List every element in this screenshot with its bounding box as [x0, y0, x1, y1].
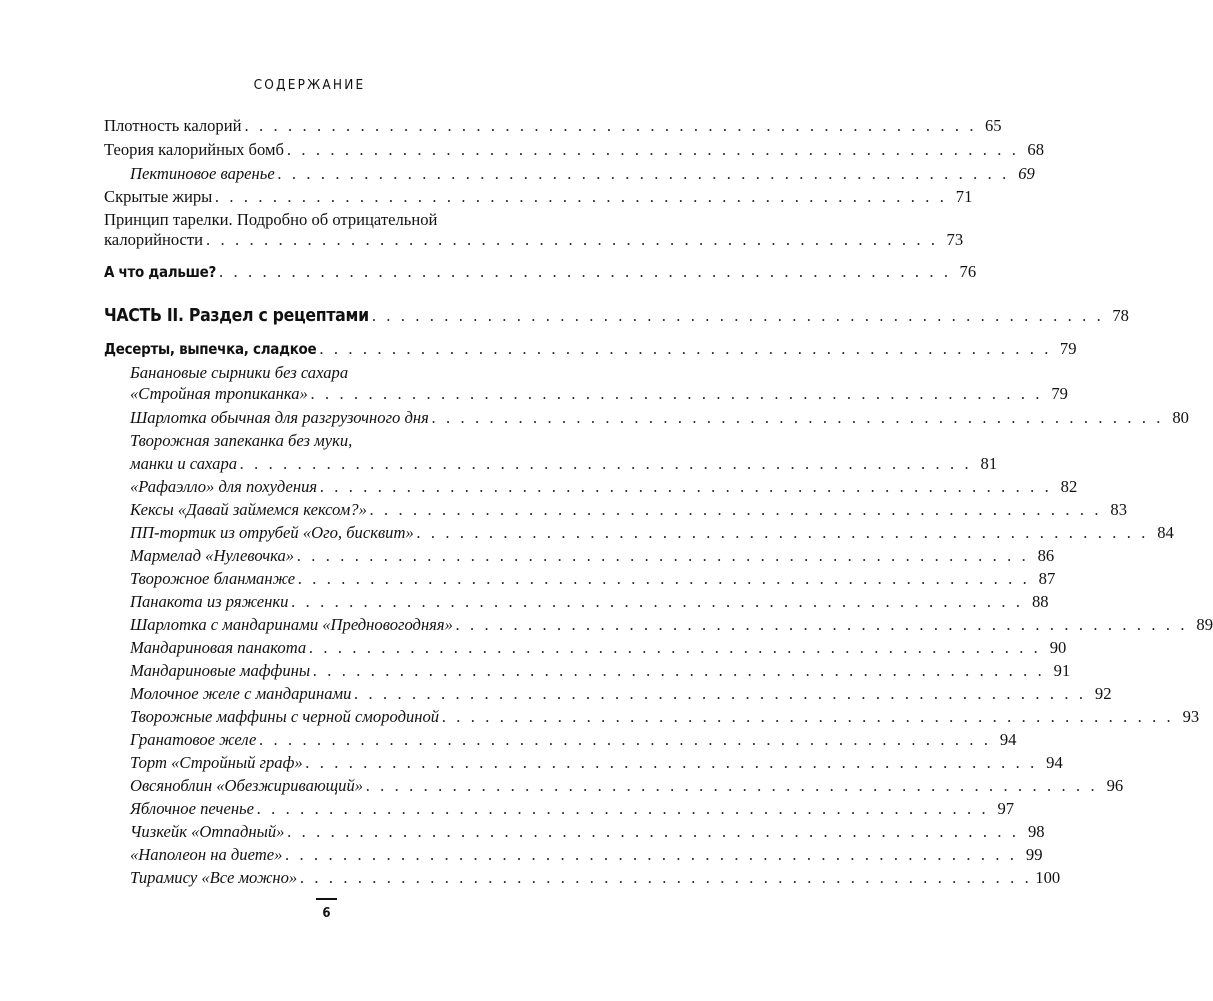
entry-page: 88 [1031, 592, 1049, 611]
toc-entry[interactable]: Панакота из ряженки . . . . . . . . . . . . . . . . . . . . . . . . . . . . . . . . . . . . . . . . . . . . . . . . . . . 88 [130, 592, 1049, 611]
toc-entry[interactable]: А что дальше? . . . . . . . . . . . . . . . . . . . . . . . . . . . . . . . . . . . . . . . . . . . . . . . . . . . 76 [104, 262, 977, 281]
toc-entry[interactable]: Теория калорийных бомб . . . . . . . . . . . . . . . . . . . . . . . . . . . . . . . . . . . . . . . . . . . . . . . . . . . 68 [104, 140, 1045, 159]
toc-entry[interactable]: калорийности . . . . . . . . . . . . . . . . . . . . . . . . . . . . . . . . . . . . . . . . . . . . . . . . . . . 73 [104, 230, 964, 249]
entry-title: Мандариновые маффины [130, 661, 311, 680]
entry-title: Мандариновая панакота [130, 638, 307, 657]
toc-entry[interactable]: Шарлотка с мандаринами «Предновогодняя» . . . . . . . . . . . . . . . . . . . . . . . . . . . . . . . . . . . . . . . . . . . . . . . . . . . 89 [130, 615, 1213, 634]
entry-title: Овсяноблин «Обезжиривающий» [130, 776, 364, 795]
entry-page: 65 [984, 116, 1002, 135]
entry-title: Шарлотка с мандаринами «Предновогодняя» [130, 615, 453, 634]
entry-page: 81 [980, 454, 998, 473]
entry-page: 86 [1037, 546, 1055, 565]
entry-title: Панакота из ряженки [130, 592, 289, 611]
entry-page: 78 [1112, 306, 1129, 325]
entry-page: 100 [1035, 868, 1061, 887]
entry-page: 90 [1049, 638, 1067, 657]
toc-entry[interactable]: Плотность калорий . . . . . . . . . . . . . . . . . . . . . . . . . . . . . . . . . . . . . . . . . . . . . . . . . . . 65 [104, 116, 1002, 135]
page-header: СОДЕРЖАНИЕ [253, 77, 366, 93]
entry-page: 98 [1027, 822, 1045, 841]
entry-title: Творожные маффины с черной смородиной [130, 707, 440, 726]
toc-entry[interactable]: ПП-тортик из отрубей «Ого, бисквит» . . . . . . . . . . . . . . . . . . . . . . . . . . . . . . . . . . . . . . . . . . . . . . . . . . . 84 [130, 523, 1174, 542]
entry-title: А что дальше? [104, 263, 217, 281]
toc-entry[interactable]: Десерты, выпечка, сладкое . . . . . . . . . . . . . . . . . . . . . . . . . . . . . . . . . . . . . . . . . . . . . . . . . . . 79 [104, 339, 1077, 358]
entry-title: Яблочное печенье [130, 799, 254, 818]
entry-title: Мармелад «Нулевочка» [130, 546, 295, 565]
entry-page: 92 [1094, 684, 1112, 703]
entry-title: Торт «Стройный граф» [130, 753, 303, 772]
entry-page: 76 [959, 262, 977, 281]
toc-entry[interactable]: Яблочное печенье . . . . . . . . . . . . . . . . . . . . . . . . . . . . . . . . . . . . . . . . . . . . . . . . . . . 97 [130, 799, 1015, 818]
toc-entry[interactable]: Творожные маффины с черной смородиной . . . . . . . . . . . . . . . . . . . . . . . . . . . . . . . . . . . . . . . . . . . . . . . . . . . 93 [130, 707, 1200, 726]
toc-entry[interactable]: Шарлотка обычная для разгрузочного дня . . . . . . . . . . . . . . . . . . . . . . . . . . . . . . . . . . . . . . . . . . . . . . . . . . . 80 [130, 408, 1189, 427]
entry-page: 84 [1157, 523, 1174, 542]
entry-page: 80 [1172, 408, 1189, 427]
entry-page: 87 [1038, 569, 1056, 588]
toc-entry[interactable]: Мандариновая панакота . . . . . . . . . . . . . . . . . . . . . . . . . . . . . . . . . . . . . . . . . . . . . . . . . . . 90 [130, 638, 1067, 657]
toc-entry[interactable]: манки и сахара . . . . . . . . . . . . . . . . . . . . . . . . . . . . . . . . . . . . . . . . . . . . . . . . . . . 81 [130, 454, 998, 473]
entry-page: 83 [1110, 500, 1127, 519]
entry-title: Чизкейк «Отпадный» [130, 822, 285, 841]
entry-title: Творожное бланманже [130, 569, 296, 588]
entry-page: 97 [997, 799, 1015, 818]
toc-entry[interactable]: Тирамису «Все можно» . . . . . . . . . . . . . . . . . . . . . . . . . . . . . . . . . . . . . . . . . . . . . . . . . . . 100 [130, 868, 1061, 887]
entry-page: 94 [999, 730, 1017, 749]
toc-entry[interactable]: Молочное желе с мандаринами . . . . . . . . . . . . . . . . . . . . . . . . . . . . . . . . . . . . . . . . . . . . . . . . . . . 92 [130, 684, 1112, 703]
entry-page: 93 [1182, 707, 1200, 726]
entry-title: манки и сахара [130, 454, 238, 473]
entry-title: Скрытые жиры [104, 187, 213, 206]
toc-entry[interactable]: Творожное бланманже . . . . . . . . . . . . . . . . . . . . . . . . . . . . . . . . . . . . . . . . . . . . . . . . . . . 87 [130, 569, 1056, 588]
entry-title: Кексы «Давай займемся кексом?» [130, 500, 367, 519]
entry-page: 68 [1027, 140, 1045, 159]
entry-title: ЧАСТЬ II. Раздел с рецептами [104, 306, 369, 326]
entry-title: Шарлотка обычная для разгрузочного дня [130, 408, 429, 427]
entry-title: Пектиновое варенье [130, 164, 275, 183]
toc-entry[interactable]: Овсяноблин «Обезжиривающий» . . . . . . . . . . . . . . . . . . . . . . . . . . . . . . . . . . . . . . . . . . . . . . . . . . . 96 [130, 776, 1124, 795]
toc-entry[interactable]: Кексы «Давай займемся кексом?» . . . . . . . . . . . . . . . . . . . . . . . . . . . . . . . . . . . . . . . . . . . . . . . . . . . 83 [130, 500, 1127, 519]
entry-page: 89 [1196, 615, 1213, 634]
entry-page: 71 [955, 187, 973, 206]
entry-page: 82 [1060, 477, 1078, 496]
entry-page: 79 [1059, 339, 1077, 358]
entry-title: «Стройная тропиканка» [130, 384, 308, 403]
toc-entry[interactable]: ЧАСТЬ II. Раздел с рецептами . . . . . . . . . . . . . . . . . . . . . . . . . . . . . . . . . . . . . . . . . . . . . . . . . . . 78 [104, 306, 1129, 326]
toc-entry[interactable]: «Стройная тропиканка» . . . . . . . . . . . . . . . . . . . . . . . . . . . . . . . . . . . . . . . . . . . . . . . . . . . 79 [130, 384, 1068, 403]
toc-entry[interactable]: Гранатовое желе . . . . . . . . . . . . . . . . . . . . . . . . . . . . . . . . . . . . . . . . . . . . . . . . . . . 94 [130, 730, 1017, 749]
toc-entry[interactable]: Скрытые жиры . . . . . . . . . . . . . . . . . . . . . . . . . . . . . . . . . . . . . . . . . . . . . . . . . . . 71 [104, 187, 973, 206]
page-number: 6 [322, 906, 331, 921]
entry-title: Тирамису «Все можно» [130, 868, 298, 887]
entry-page: 79 [1051, 384, 1068, 403]
toc-entry[interactable]: «Наполеон на диете» . . . . . . . . . . . . . . . . . . . . . . . . . . . . . . . . . . . . . . . . . . . . . . . . . . . 99 [130, 845, 1043, 864]
entry-title: Гранатовое желе [130, 730, 257, 749]
entry-title-line1: Банановые сырники без сахара [130, 363, 349, 382]
entry-page: 94 [1046, 753, 1063, 772]
entry-title: «Рафаэлло» для похудения [130, 477, 318, 496]
entry-title-line1: Творожная запеканка без муки, [130, 431, 353, 450]
entry-page: 96 [1106, 776, 1124, 795]
entry-title: Десерты, выпечка, сладкое [104, 340, 317, 358]
toc-entry[interactable]: Торт «Стройный граф» . . . . . . . . . . . . . . . . . . . . . . . . . . . . . . . . . . . . . . . . . . . . . . . . . . . 94 [130, 753, 1063, 772]
toc-entry[interactable]: Чизкейк «Отпадный» . . . . . . . . . . . . . . . . . . . . . . . . . . . . . . . . . . . . . . . . . . . . . . . . . . . 98 [130, 822, 1045, 841]
entry-title: Теория калорийных бомб [104, 140, 284, 159]
entry-page: 73 [946, 230, 964, 249]
entry-page: 91 [1053, 661, 1071, 680]
toc-entry[interactable]: «Рафаэлло» для похудения . . . . . . . . . . . . . . . . . . . . . . . . . . . . . . . . . . . . . . . . . . . . . . . . . . . 82 [130, 477, 1078, 496]
entry-title: калорийности [104, 230, 204, 249]
toc-entry[interactable]: Мармелад «Нулевочка» . . . . . . . . . . . . . . . . . . . . . . . . . . . . . . . . . . . . . . . . . . . . . . . . . . . 86 [130, 546, 1055, 565]
entry-title: Плотность калорий [104, 116, 242, 135]
entry-page: 69 [1018, 164, 1035, 183]
entry-page: 99 [1025, 845, 1043, 864]
entry-title-line1: Принцип тарелки. Подробно об отрицательной [104, 210, 438, 229]
entry-title: Молочное желе с мандаринами [130, 684, 352, 703]
toc-entry[interactable]: Пектиновое варенье . . . . . . . . . . . . . . . . . . . . . . . . . . . . . . . . . . . . . . . . . . . . . . . . . . . 69 [130, 164, 1035, 183]
entry-title: ПП-тортик из отрубей «Ого, бисквит» [130, 523, 414, 542]
entry-title: «Наполеон на диете» [130, 845, 283, 864]
toc-entry[interactable]: Мандариновые маффины . . . . . . . . . . . . . . . . . . . . . . . . . . . . . . . . . . . . . . . . . . . . . . . . . . . 91 [130, 661, 1071, 680]
footer-rule [316, 898, 337, 900]
